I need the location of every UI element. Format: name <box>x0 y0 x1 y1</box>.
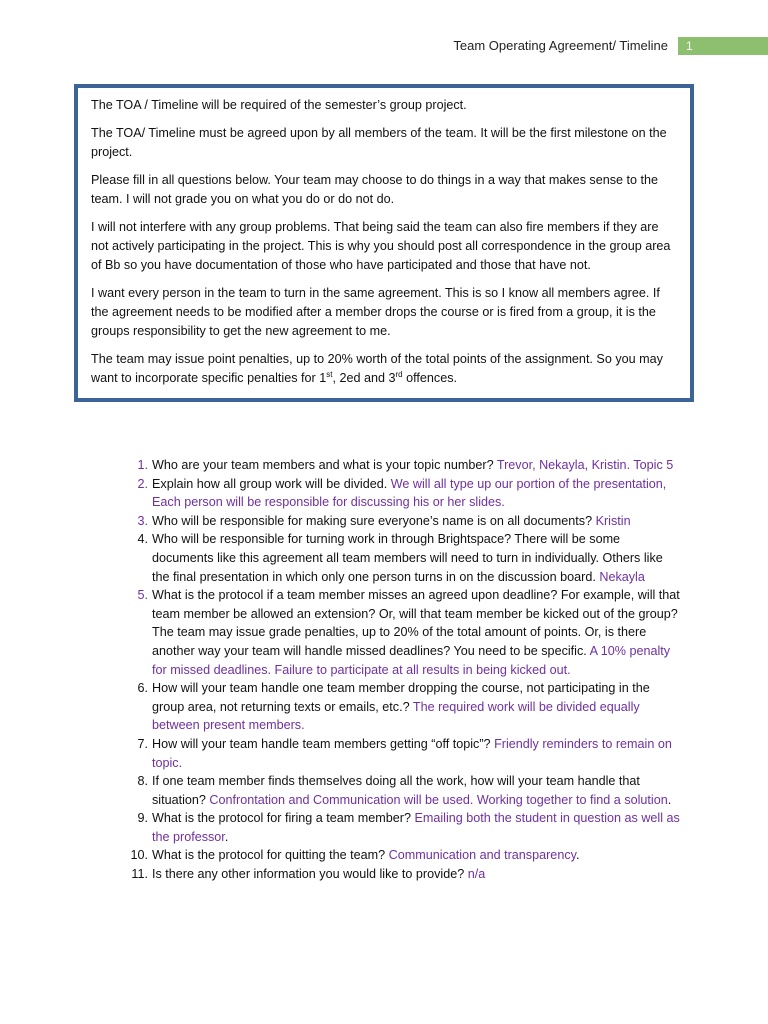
superscript-st: st <box>326 369 333 379</box>
answer-suffix: . <box>575 848 580 863</box>
question-text: How will your team handle team members getting “off topic”? <box>152 736 495 751</box>
question-number: 4. <box>137 532 148 547</box>
answer-text: n/a <box>467 867 486 882</box>
instruction-paragraph: I want every person in the team to turn in the same agreement. This is so I know all members agree. If the agreement needs to be modified after a member drops the course or is fired from a group, it is the groups responsibility to get the new agreement to me. <box>91 286 660 338</box>
page-number: 1 <box>678 37 768 55</box>
list-item <box>120 456 680 475</box>
answer-text: Trevor, Nekayla, Kristin. Topic 5 <box>496 458 674 472</box>
question-number: 8. <box>137 774 148 789</box>
answer-suffix: . <box>667 792 672 807</box>
instruction-paragraph-penalties <box>91 350 678 388</box>
question-list <box>120 456 680 884</box>
penalty-text: offences. <box>402 371 457 386</box>
list-item <box>120 809 680 846</box>
question-number: 2. <box>137 476 148 491</box>
penalty-text: The team may issue point penalties, up to 20% worth of the total points of the assignment. So you may want to incorporate specific penalties for 1 <box>91 352 663 386</box>
list-item <box>120 530 680 586</box>
question-number: 1. <box>137 458 148 472</box>
penalty-text: , 2ed and 3 <box>332 371 396 386</box>
question-number: 5. <box>137 588 148 603</box>
question-number: 7. <box>137 736 148 751</box>
instruction-paragraph: Please fill in all questions below. Your team may choose to do things in a way that makes sense to the team. I will not grade you on what you do or do not do. <box>91 173 659 207</box>
question-number: 9. <box>137 811 148 826</box>
list-item <box>120 586 680 679</box>
instruction-paragraph: The TOA / Timeline will be required of the semester’s group project. <box>91 98 467 112</box>
question-text: Is there any other information you would like to provide? <box>152 867 468 882</box>
instruction-paragraph: The TOA/ Timeline must be agreed upon by all members of the team. It will be the first milestone on the project. <box>91 126 667 160</box>
question-text: What is the protocol if a team member misses an agreed upon deadline? For example, will that team member be allowed an extension? Or, will that team member be kicked out of the group? The team may issue grade penalties, up to 20% of the total amount of points. Or, is there another way your team will handle missed deadlines? You need to be specific. <box>152 588 680 658</box>
question-text: Who will be responsible for turning work in through Brightspace? There will be some documents like this agreement all team members will need to turn in individually. Others like the final presentation in which only one person turns in on the discussion board. <box>152 532 663 584</box>
instruction-paragraph: I will not interfere with any group problems. That being said the team can also fire members if they are not actively participating in the project. This is why you should post all correspondence in the group area of Bb so you have documentation of those who have participated and those that have not. <box>91 220 671 273</box>
answer-text: Nekayla <box>599 569 645 584</box>
toa-instructions-box <box>74 84 694 402</box>
question-number: 3. <box>137 513 148 528</box>
question-text: What is the protocol for firing a team member? <box>152 811 415 826</box>
list-item <box>120 475 680 512</box>
list-item <box>120 512 680 531</box>
question-number: 6. <box>137 681 148 696</box>
question-text: Who will be responsible for making sure everyone’s name is on all documents? <box>152 513 596 528</box>
question-number: 10. <box>130 848 148 863</box>
list-item <box>120 865 680 884</box>
question-text: How will your team handle one team member dropping the course, not participating in the group area, not returning texts or emails, etc.? <box>152 681 650 714</box>
list-item <box>120 679 680 735</box>
answer-text: The required work will be divided equally between present members. <box>152 699 640 733</box>
list-item <box>120 735 680 772</box>
header-title: Team Operating Agreement/ Timeline <box>453 38 668 53</box>
answer-text: Emailing both the student in question as well as the professor <box>152 811 680 844</box>
answer-text: Kristin <box>595 513 631 528</box>
answer-suffix: . <box>224 829 229 844</box>
answer-text: Communication and transparency <box>388 848 576 863</box>
answer-text: We will all type up our portion of the presentation, Each person will be responsible for discussing his or her slides. <box>152 476 667 510</box>
question-text: What is the protocol for quitting the team? <box>152 848 389 863</box>
answer-text: Confrontation and Communication will be used. Working together to find a solution <box>209 792 668 807</box>
list-item <box>120 772 680 809</box>
question-text: If one team member finds themselves doing all the work, how will your team handle that situation? <box>152 774 640 807</box>
answer-text: Friendly reminders to remain on topic. <box>152 736 672 770</box>
answer-text: A 10% penalty for missed deadlines. Failure to participate at all results in being kicked out. <box>152 643 671 677</box>
superscript-rd: rd <box>395 369 403 379</box>
question-number: 11. <box>131 867 148 882</box>
question-text: Explain how all group work will be divided. <box>152 476 391 491</box>
list-item <box>120 846 680 865</box>
question-text: Who are your team members and what is your topic number? <box>152 458 497 472</box>
